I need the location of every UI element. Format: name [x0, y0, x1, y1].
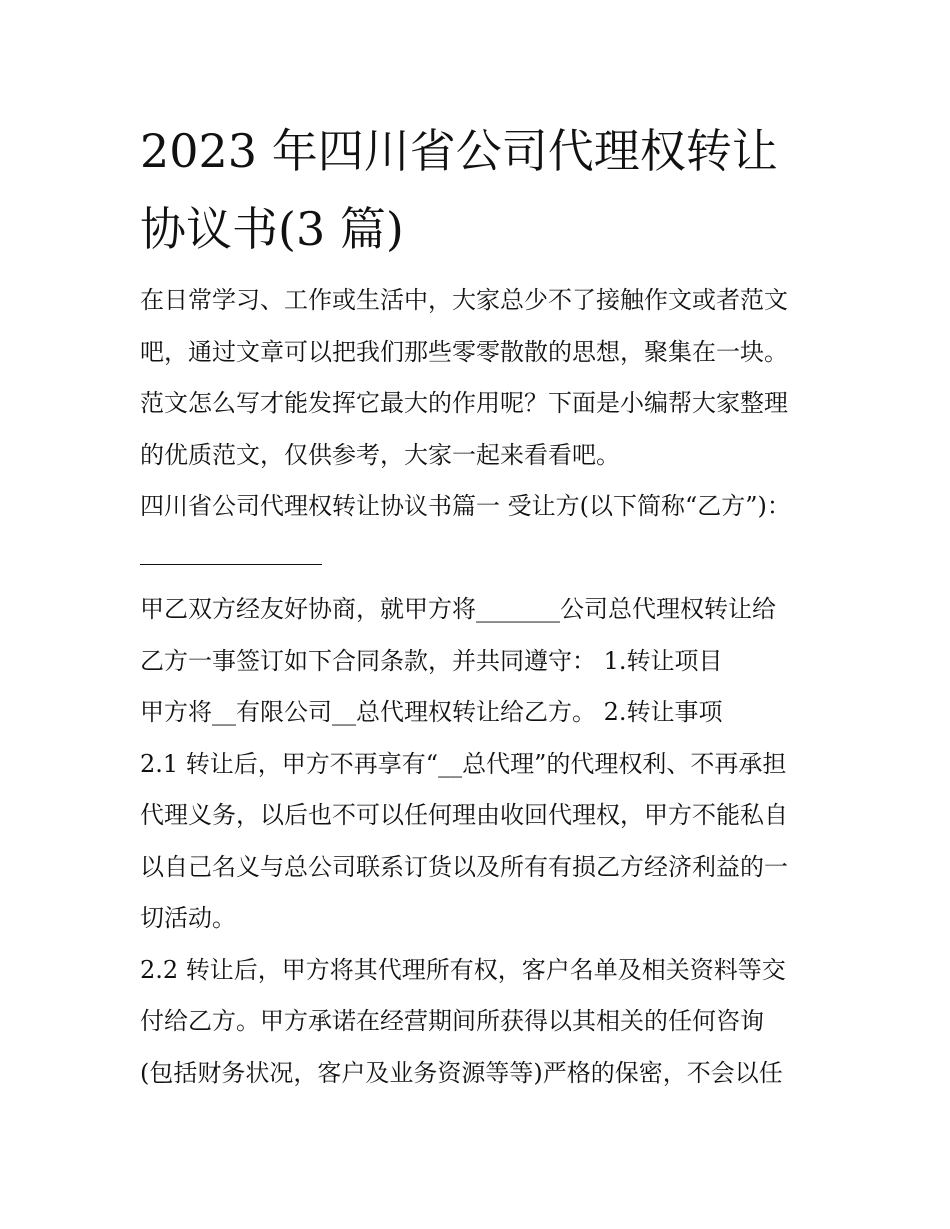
- text-line: 付给乙方。甲方承诺在经营期间所获得以其相关的任何咨询: [140, 1007, 764, 1035]
- text-line: 2.2 转让后，甲方将其代理所有权，客户名单及相关资料等交: [140, 955, 786, 984]
- text-line: 甲乙双方经友好协商，就甲方将_______公司总代理权转让给: [140, 595, 776, 623]
- text-line: 四川省公司代理权转让协议书篇一 受让方(以下简称“乙方”)：: [140, 492, 791, 520]
- text-line: (包括财务状况，客户及业务资源等等)严格的保密，不会以任: [140, 1058, 783, 1087]
- document-body: [140, 275, 830, 1099]
- text-line: 2.1 转让后，甲方不再享有“__总代理”的代理权利、不再承担: [140, 749, 787, 778]
- text-line: 的优质范文，仅供参考，大家一起来看看吧。: [140, 440, 620, 469]
- blank-fill-line: [140, 533, 830, 585]
- title-line-1: 2023 年四川省公司代理权转让: [140, 124, 778, 178]
- blank-underline: [140, 564, 322, 565]
- text-line: 范文怎么写才能发挥它最大的作用呢？下面是小编帮大家整理: [140, 389, 788, 417]
- text-line: 代理义务，以后也不可以任何理由收回代理权，甲方不能私自: [140, 801, 788, 829]
- text-line: 切活动。: [140, 904, 236, 932]
- text-line: 乙方一事签订如下合同条款，并共同遵守： 1.转让项目: [140, 646, 723, 675]
- text-line: 甲方将__有限公司__总代理权转让给乙方。 2.转让事项: [140, 698, 723, 726]
- text-line: 以自己名义与总公司联系订货以及所有有损乙方经济利益的一: [140, 852, 788, 881]
- document-title: [140, 112, 830, 268]
- text-line: 在日常学习、工作或生活中，大家总少不了接触作文或者范文: [140, 286, 788, 314]
- text-line: 吧，通过文章可以把我们那些零零散散的思想，聚集在一块。: [140, 337, 788, 366]
- title-line-2: 协议书(3 篇): [140, 202, 404, 256]
